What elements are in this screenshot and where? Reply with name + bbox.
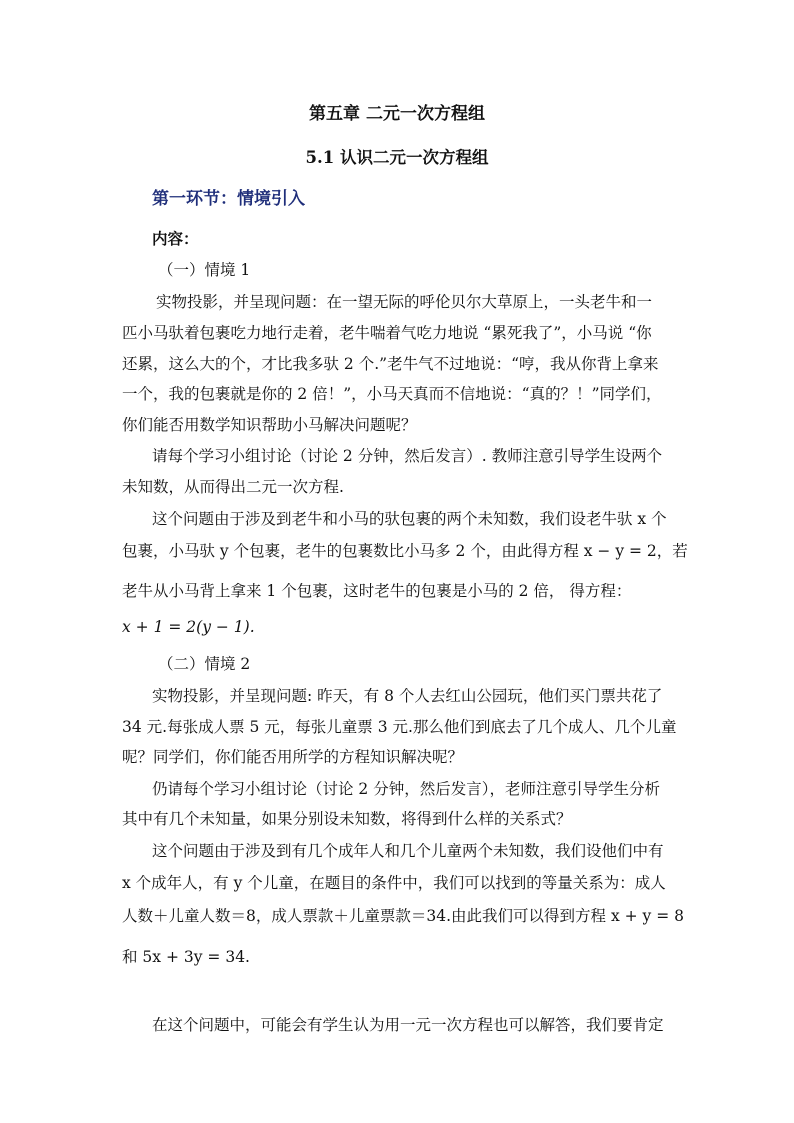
scenario-1-heading: （一）情境 1 xyxy=(158,261,251,279)
paragraph-line: 你们能否用数学知识帮助小马解决问题呢？ xyxy=(122,416,417,434)
chapter-title: 第五章 二元一次方程组 xyxy=(309,104,485,124)
paragraph-line: 这个问题由于涉及到老牛和小马的驮包裹的两个未知数，我们设老牛驮 x 个 xyxy=(152,510,667,528)
paragraph-line: 包裹，小马驮 y 个包裹，老牛的包裹数比小马多 2 个，由此得方程 x − y = 2，若 xyxy=(122,542,688,560)
equation-line: 和 5x + 3y = 34. xyxy=(122,948,250,966)
paragraph-line: 实物投影，并呈现问题：在一望无际的呼伦贝尔大草原上，一头老牛和一 xyxy=(156,293,653,311)
paragraph-line: 未知数，从而得出二元一次方程. xyxy=(122,478,344,496)
paragraph-line: 实物投影，并呈现问题: 昨天，有 8 个人去红山公园玩，他们买门票共花了 xyxy=(152,687,663,705)
paragraph-line: 这个问题由于涉及到有几个成年人和几个儿童两个未知数，我们设他们中有 xyxy=(152,842,664,860)
scenario-2-heading: （二）情境 2 xyxy=(158,655,251,673)
paragraph-line: 34 元.每张成人票 5 元，每张儿童票 3 元.那么他们到底去了几个成人、几个儿童 xyxy=(122,718,677,736)
lesson-title: 5.1 认识二元一次方程组 xyxy=(305,148,489,167)
equation-line: x + 1 = 2(y − 1). xyxy=(122,618,255,636)
paragraph-line: 匹小马驮着包裹吃力地行走着，老牛喘着气吃力地说 “累死我了”，小马说 “你 xyxy=(122,324,652,342)
paragraph-line: 请每个学习小组讨论（讨论 2 分钟，然后发言）. 教师注意引导学生设两个 xyxy=(152,447,663,465)
paragraph-line: 呢？同学们，你们能否用所学的方程知识解决呢？ xyxy=(122,748,464,766)
paragraph-line: 仍请每个学习小组讨论（讨论 2 分钟，然后发言），老师注意引导学生分析 xyxy=(152,780,660,798)
paragraph-line: 一个，我的包裹就是你的 2 倍！”，小马天真而不信地说：“真的？！”同学们， xyxy=(122,385,662,403)
section-heading: 第一环节：情境引入 xyxy=(152,189,305,209)
paragraph-line: 在这个问题中，可能会有学生认为用一元一次方程也可以解答，我们要肯定 xyxy=(152,1016,664,1034)
paragraph-line: 还累，这么大的个，才比我多驮 2 个.”老牛气不过地说：“哼，我从你背上拿来 xyxy=(122,355,659,373)
paragraph-line: x 个成年人，有 y 个儿童，在题目的条件中，我们可以找到的等量关系为：成人 xyxy=(122,874,666,892)
paragraph-line: 人数＋儿童人数＝8，成人票款＋儿童票款＝34.由此我们可以得到方程 x + y = 8 xyxy=(122,907,684,925)
paragraph-line: 老牛从小马背上拿来 1 个包裹，这时老牛的包裹是小马的 2 倍， 得方程： xyxy=(122,582,632,600)
paragraph-line: 其中有几个未知量，如果分别设未知数，将得到什么样的关系式？ xyxy=(122,810,572,828)
content-label: 内容： xyxy=(152,229,199,248)
